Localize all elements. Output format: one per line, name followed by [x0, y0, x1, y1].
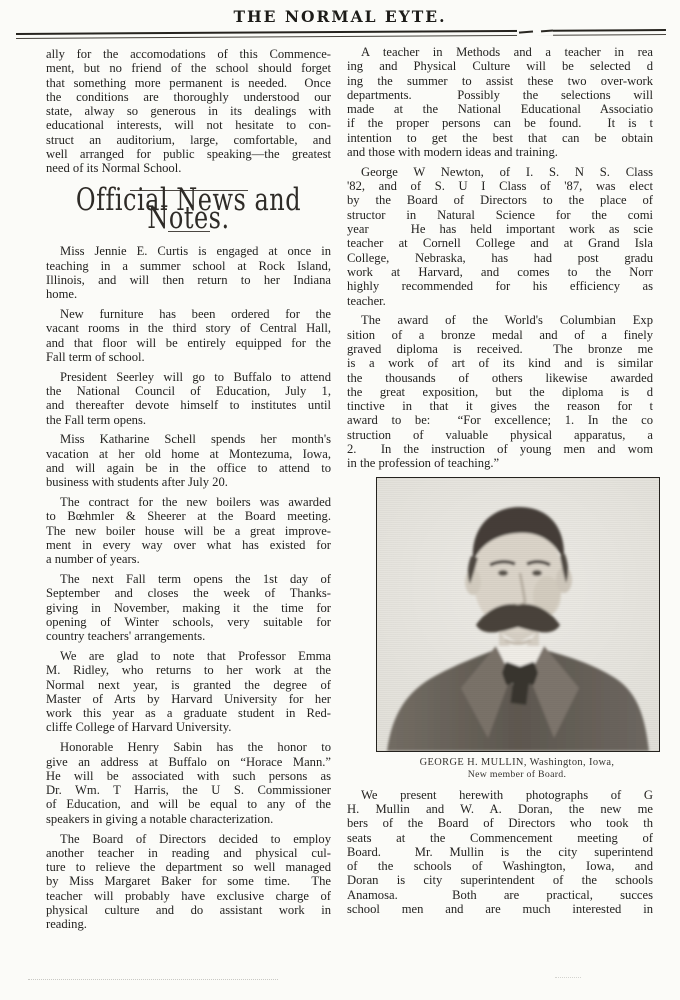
- text-line: is a work of art of its kind and is similar: [347, 356, 653, 371]
- text-line: work at Harvard, and comes to the Norr: [347, 264, 653, 279]
- text-line: George W Newton, of I. S. N S. Class: [361, 164, 653, 179]
- text-line: sition of a bronze medal and of a finely: [347, 327, 653, 342]
- text-line: by the Board of Directors to the place of: [347, 193, 653, 208]
- paragraph: [46, 572, 331, 643]
- text-line: teaching in a summer school at Rock Island,: [46, 258, 331, 273]
- right-paragraphs-top: [347, 45, 653, 471]
- text-line: President Seerley will go to Buffalo to attend: [60, 369, 331, 384]
- text-line: Fall term of school.: [46, 349, 145, 364]
- text-line: cliffe College of Harvard University.: [46, 720, 232, 735]
- portrait-illustration: [377, 478, 659, 751]
- header-rule: [16, 29, 666, 39]
- text-line: a number of years.: [46, 552, 140, 567]
- paragraph: [347, 45, 653, 159]
- paragraph: [347, 165, 653, 308]
- text-line: physical culture and do assistant work in: [46, 903, 331, 918]
- section-heading: Official News and Notes.: [75, 181, 302, 236]
- masthead-title: THE NORMAL EYTE.: [233, 7, 447, 26]
- text-line: of the schools of Washington, Iowa, and: [347, 859, 653, 874]
- text-line: Miss Jennie E. Curtis is engaged at once in: [60, 244, 331, 259]
- text-line: departments. Possibly the selections will: [347, 87, 653, 102]
- text-line: well arranged for public speaking—the greatest: [46, 147, 331, 162]
- text-line: business with students after July 20.: [46, 475, 228, 490]
- text-line: bers of the Board of Directors who took th: [347, 816, 653, 831]
- text-line: teacher will probably have exclusive charge of: [46, 888, 331, 903]
- right-column: [347, 45, 653, 916]
- text-line: award to be: “For excellence; 1. In the co: [347, 413, 653, 428]
- text-line: and will again be in the office to attend to: [46, 460, 331, 475]
- text-line: structor in Natural Science for the comi: [347, 207, 653, 222]
- text-line: another teacher in reading and physical cul-: [46, 845, 331, 860]
- text-line: giving in November, making it the time for: [46, 600, 331, 615]
- text-line: ture to relieve the department so well managed: [46, 860, 331, 875]
- text-line: if the proper persons can be found. It is t: [347, 116, 653, 131]
- text-line: home.: [46, 287, 78, 302]
- text-line: year He has held important work as scie: [347, 222, 653, 237]
- left-intro-paragraphs: [46, 47, 331, 176]
- scan-artifact-dots: [28, 979, 278, 980]
- text-line: intention to get the best that can be obtain: [347, 130, 653, 145]
- text-line: the great exposition, but the diploma is d: [347, 384, 653, 399]
- paragraph: [347, 788, 653, 917]
- text-line: 2. In the instruction of young men and wom: [347, 442, 653, 457]
- paragraph: [46, 432, 331, 489]
- text-line: the thousands of others likewise awarded: [347, 370, 653, 385]
- text-line: We are glad to note that Professor Emma: [60, 648, 331, 663]
- text-line: vacation at her old home at Montezuma, Iowa,: [46, 446, 331, 461]
- text-line: the Fall term opens.: [46, 412, 147, 427]
- paragraph: [46, 370, 331, 427]
- text-line: He will be associated with such persons as: [46, 768, 331, 783]
- text-line: Anamosa. Both are practical, succes: [347, 887, 653, 902]
- text-line: by Miss Margaret Baker for some time. The: [46, 874, 331, 889]
- text-line: Miss Katharine Schell spends her month's: [60, 432, 331, 447]
- text-line: speakers in giving a notable characterization.: [46, 811, 274, 826]
- text-line: seats at the Commencement meeting of: [347, 830, 653, 845]
- text-line: struct an auditorium, large, comfortable, and: [46, 132, 331, 147]
- text-line: of Education, and will be equal to any of the: [46, 797, 331, 812]
- text-line: Dr. Wm. T Harris, the U S. Commissioner: [46, 783, 331, 798]
- paragraph: [46, 47, 331, 176]
- text-line: Normal next year, is granted the degree of: [46, 677, 331, 692]
- right-paragraphs-bottom: [347, 788, 653, 917]
- text-line: Doran is city superintendent of the schools: [347, 873, 653, 888]
- text-line: The contract for the new boilers was awarded: [60, 495, 331, 510]
- text-line: We present herewith photographs of G: [361, 787, 653, 802]
- text-line: The Board of Directors decided to employ: [60, 831, 331, 846]
- text-line: the National Council of Education, July 1,: [46, 383, 331, 398]
- text-line: teacher at Cornell College and at Grand Isla: [347, 236, 653, 251]
- scan-artifact-dots: [555, 977, 581, 978]
- text-line: ing the summer to assist these two over-work: [347, 73, 653, 88]
- text-line: The award of the World's Columbian Exp: [361, 313, 653, 328]
- text-line: highly recommended for his efficiency as: [347, 279, 653, 294]
- text-line: give an address at Buffalo on “Horace Mann.”: [46, 754, 331, 769]
- paragraph: [46, 495, 331, 566]
- text-line: to Bœhmler & Sheerer at the Board meeting.: [46, 509, 331, 524]
- text-line: Honorable Henry Sabin has the honor to: [60, 740, 331, 755]
- text-line: struction of valuable physical apparatus, a: [347, 427, 653, 442]
- text-line: reading.: [46, 917, 87, 932]
- text-line: educational interests, will not hesitate to con-: [46, 118, 331, 133]
- header-rule-break: [517, 27, 553, 36]
- paragraph: [46, 244, 331, 301]
- text-line: country teachers' arrangements.: [46, 629, 206, 644]
- text-line: need of its Normal School.: [46, 161, 182, 176]
- text-line: in the profession of teaching.”: [347, 456, 500, 471]
- text-line: Board. Mr. Mullin is the city superintend: [347, 844, 653, 859]
- text-line: opening of Winter schools, very suitable for: [46, 614, 331, 629]
- text-line: graved diploma is received. The bronze me: [347, 341, 653, 356]
- paragraph: [46, 740, 331, 826]
- text-line: '82, and of S. U I Class of '87, was elect: [347, 179, 653, 194]
- text-line: College, Nebraska, has had post gradu: [347, 250, 653, 265]
- text-line: ally for the accomodations of this Commence-: [46, 47, 331, 61]
- text-line: that something more permanent is needed. Once: [46, 75, 331, 90]
- text-line: made at the National Educational Associatio: [347, 102, 653, 117]
- text-line: tinctive in that it gives the reason for t: [347, 399, 653, 414]
- text-line: and that floor will be entirely equipped for the: [46, 335, 331, 350]
- text-line: ing and Physical Culture will be selected d: [347, 59, 653, 74]
- text-line: and those with modern ideas and training.: [347, 145, 558, 160]
- text-line: state, alway so generous in its dealings with: [46, 104, 331, 119]
- eyes: [498, 570, 508, 576]
- photo-caption-line2: New member of Board.: [467, 768, 567, 780]
- text-line: September and closes the week of Thanks-: [46, 586, 331, 601]
- text-line: M. Ridley, who returns to her work at the: [46, 663, 331, 678]
- text-line: Master of Arts by Harvard University for her: [46, 691, 331, 706]
- text-line: The new boiler house will be a great improve-: [46, 523, 331, 538]
- text-line: teacher.: [347, 293, 386, 308]
- text-line: Illinois, and will then return to her Indiana: [46, 272, 331, 287]
- text-line: and thereafter devote himself to institutes until: [46, 398, 331, 413]
- text-line: the conditions are thoroughly understood our: [46, 89, 331, 104]
- text-line: ment in every way over what has existed for: [46, 537, 331, 552]
- text-line: New furniture has been ordered for the: [60, 306, 331, 321]
- text-line: H. Mullin and W. A. Doran, the new me: [347, 801, 653, 816]
- paragraph: [46, 649, 331, 735]
- text-line: vacant rooms in the third story of Central Hall,: [46, 321, 331, 336]
- photo-caption-line1: GEORGE H. MULLIN, Washington, Iowa,: [419, 756, 615, 768]
- text-line: ment, but no friend of the school should forget: [46, 61, 331, 76]
- text-line: school men and are much interested in: [347, 901, 653, 916]
- left-paragraphs: [46, 244, 331, 931]
- paragraph: [347, 313, 653, 470]
- portrait-photo: [376, 477, 660, 752]
- text-line: work this year as a graduate student in Red-: [46, 706, 331, 721]
- text-line: A teacher in Methods and a teacher in rea: [361, 45, 653, 59]
- photo-caption: [376, 757, 658, 780]
- paragraph: [46, 307, 331, 364]
- text-line: The next Fall term opens the 1st day of: [60, 572, 331, 586]
- paragraph: [46, 832, 331, 932]
- left-column: [46, 47, 331, 932]
